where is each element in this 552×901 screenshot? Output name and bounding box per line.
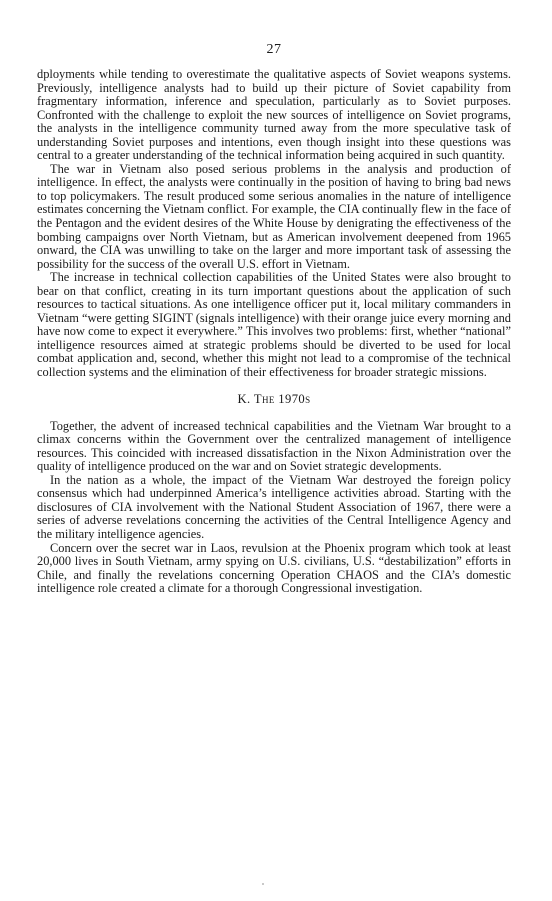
page-number: 27: [266, 42, 282, 57]
paragraph-vietnam-analysis: The war in Vietnam also posed serious problems in the analysis and production of intelligence. In effect, the analysts were continually in the position of having to bring bad news to top policymakers. The result produced some serious anomalies in the nature of intelligence estimates concerning the Vietnam conflict. For example, the CIA continually flew in the face of the Pentagon and the evident desires of the White House by denigrating the effectiveness of the bombing campaigns over North Vietnam, but as American involvement deepened from 1965 onward, the CIA was unwilling to take on the larger and more important task of assessing the possibility for the success of the overall U.S. effort in Vietnam.: [37, 161, 511, 271]
paragraph-soviet-weapons: dployments while tending to overestimate the qualitative aspects of Soviet weapons systems. Previously, intelligence analysts had to build up their picture of Soviet capability from fragmentary information, inference and speculation, particularly as to Soviet purposes. Confronted with the challenge to exploit the new sources of intelligence on Soviet programs, the analysts in the intelligence community turned away from the more speculative task of understanding Soviet purposes and intentions, even though insight into these questions was central to a greater understanding of the technical information being acquired in such quantity.: [37, 67, 511, 163]
paragraph-foreign-policy-consensus: In the nation as a whole, the impact of the Vietnam War destroyed the foreign policy consensus which had underpinned America’s intelligence activities abroad. Starting with the disclosures of CIA involvement with the National Student Association of 1967, there were a series of adverse revelations concerning the activities of the Central Intelligence Agency and the military intelligence agencies.: [37, 472, 511, 541]
document-page: [37, 42, 511, 596]
scan-speck: [262, 883, 264, 885]
paragraph-congressional-investigation: Concern over the secret war in Laos, revulsion at the Phoenix program which took at least 20,000 lives in South Vietnam, army spying on U.S. civilians, U.S. “destabilization” efforts in Chile, and finally the revelations concerning Operation CHAOS and the CIA’s domestic intelligence role created a climate for a thorough Congressional investigation.: [37, 540, 511, 596]
paragraph-technical-collection: The increase in technical collection capabilities of the United States were also brought to bear on that conflict, creating in its turn important questions about the application of such resources to tactical situations. As one intelligence officer put it, local military commanders in Vietnam “were getting SIGINT (signals intelligence) with their orange juice every morning and have now come to expect it everywhere.” This involves two problems: first, whether “national” intelligence resources aimed at strategic problems should be diverted to be used for local combat application and, second, whether this might not lead to a compromise of the technical collection systems and the elimination of their effectiveness for broader strategic missions.: [37, 270, 511, 380]
section-heading: K. The 1970s: [237, 391, 311, 406]
paragraph-centralized-management: Together, the advent of increased technical capabilities and the Vietnam War brought to a climax concerns within the Government over the centralized management of intelligence resources. This coincided with increased dissatisfaction in the Nixon Administration over the quality of intelligence produced on the war and on Soviet strategic developments.: [37, 418, 511, 474]
